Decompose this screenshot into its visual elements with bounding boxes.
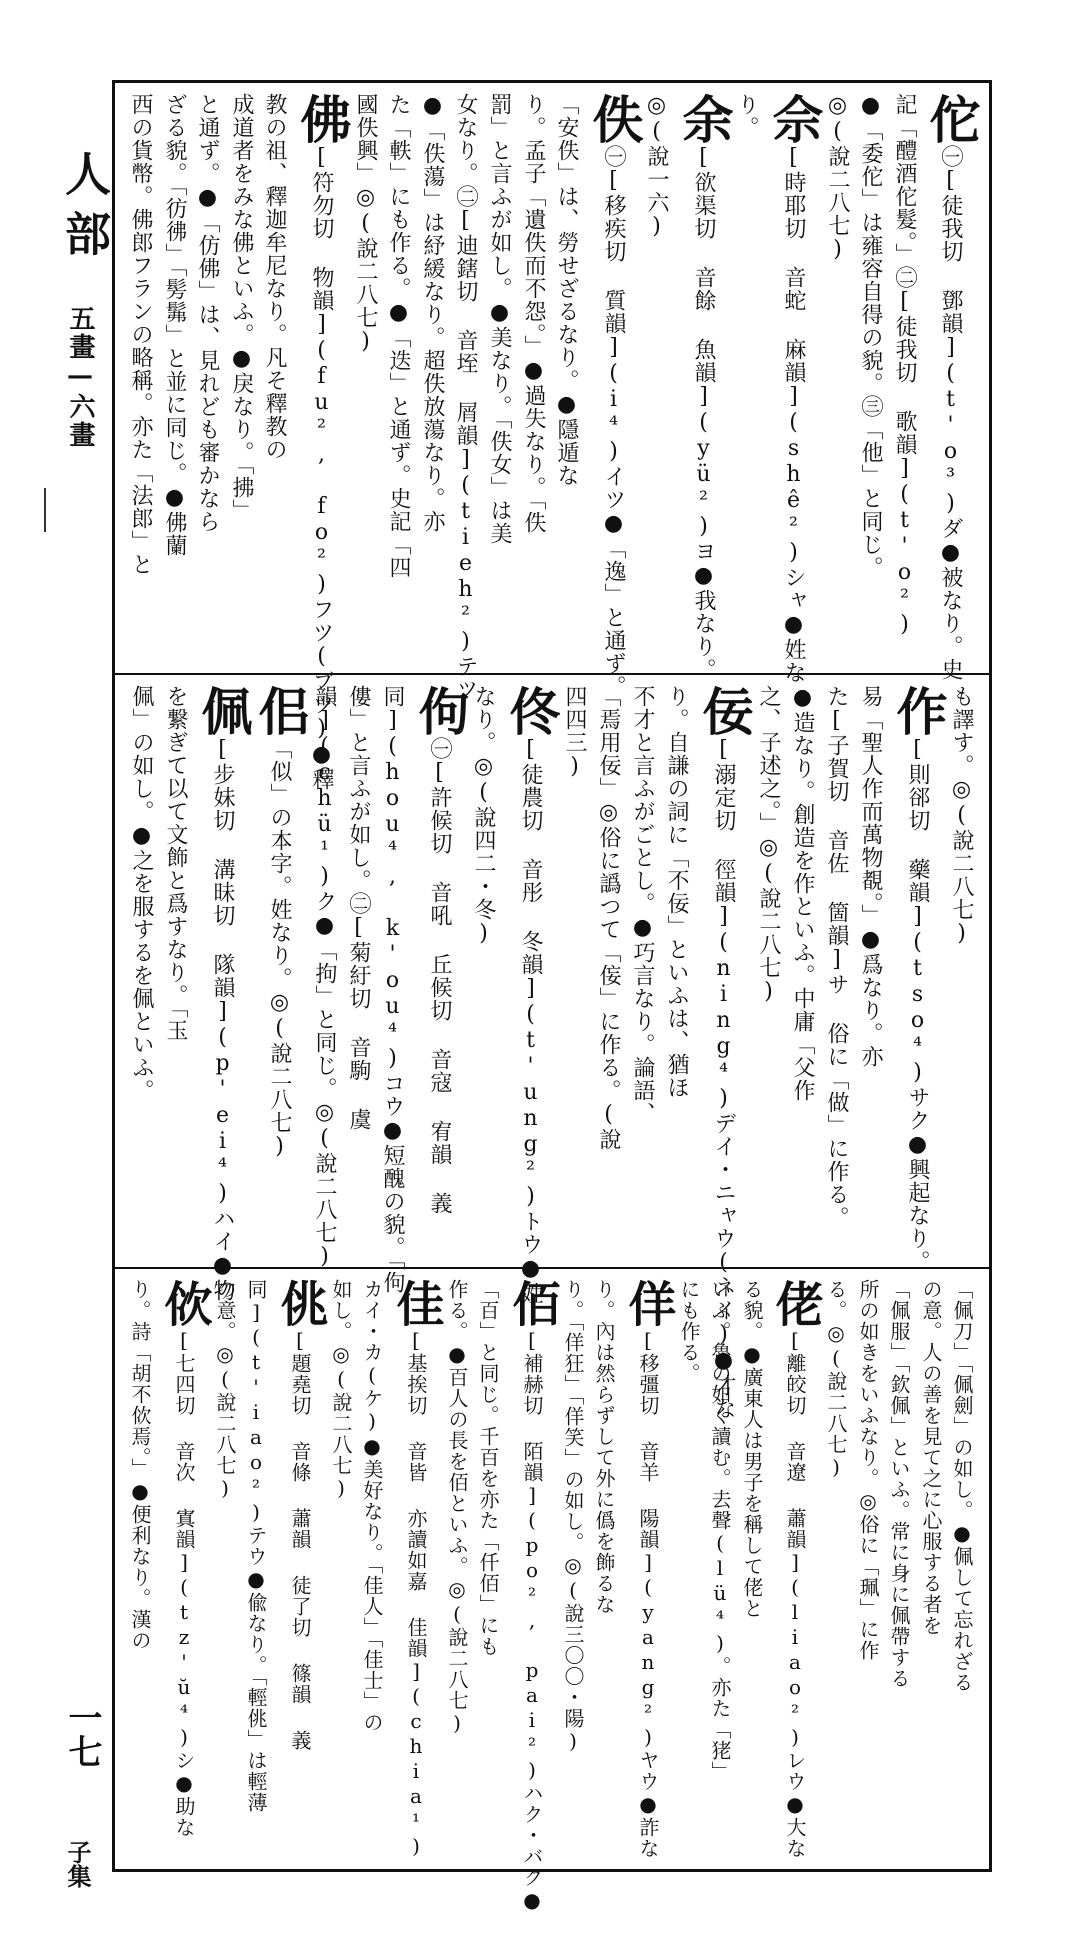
entry-column: 作る。●百人の長を佰といふ。◎(說二八七) [445, 1279, 469, 1736]
entry-column: 不才と言ふがごとし。●巧言なり。論語、 [630, 685, 655, 1125]
headword: 佛 [291, 93, 351, 145]
entry-text: [七四切 音次 寘韻](tz'ŭ⁴)シ●助な [172, 1328, 196, 1838]
headword: 作 [887, 685, 947, 737]
entry-column: ざる貌。「彷彿」「髣髴」と並に同じ。●佛蘭 [162, 93, 187, 557]
entry-column: 「安佚」は、勞せざるなり。●隱遁な [554, 93, 579, 487]
entry-column: 韻](chü¹)ク●「拘」と同じ。◎(說二八七) [312, 685, 337, 1270]
entry-column [193, 685, 250, 1302]
entry-column: 「焉用佞」◎俗に譌つて「侫」に作る。(說 [596, 685, 621, 1151]
volume-label: 子集 [63, 1840, 92, 1888]
headword: 佗 [920, 93, 980, 145]
entry-column: いふ。魯の如く讀む。去聲(lü⁴)。亦た「狫」 [708, 1279, 732, 1782]
headword: 佝 [409, 685, 469, 737]
entry-column: 同](t'iao²)テウ●偸なり。「輕佻」は輕薄 [244, 1279, 268, 1813]
entry-column: 「佩服」「欽佩」といふ。常に身に佩帶する [887, 1279, 911, 1689]
dictionary-page-frame [112, 80, 992, 1913]
entry-text: [溺定切 徑韻](ning⁴)デイ・ニャウ(ネイ)●才な [711, 737, 736, 1420]
entry-text: [徒農切 音彤 冬韻](t'ung²)トウ●姓 [518, 737, 543, 1305]
entry-text: [步妹切 溝昧切 隊韻](p'ei⁴)ハイ●物 [210, 737, 235, 1302]
entry-column [621, 1279, 674, 1859]
entry-text: [題堯切 音條 蕭韻 徒了切 篠韻 義 [288, 1328, 312, 1751]
entry-text: [補赫切 陌韻](po², pai²)ハク・バク● [520, 1328, 544, 1913]
page-number: 一七 [62, 1700, 102, 1768]
entry-column [389, 1279, 442, 1859]
entry-column: なり。◎(說四二・冬) [471, 685, 496, 947]
entry-column: 易「聖人作而萬物覩。」●爲なり。亦 [858, 685, 883, 1068]
entry-column: の意。◎(說二八七) [213, 1279, 237, 1501]
entry-column: ◎(說二八七) [825, 93, 850, 263]
headword: 佯 [620, 1279, 676, 1328]
entry-column [675, 93, 731, 681]
entry-column: も譯す。◎(說二八七) [949, 685, 974, 947]
entry-column: カイ・カ(ケ)●美好なり。「佳人」「佳士」の [360, 1279, 384, 1733]
entry-column: た[子賀切 音佐 箇韻]サ 俗に「做」に作る。 [824, 685, 849, 1229]
entry-column [501, 685, 558, 1305]
headword: 佀 [249, 685, 309, 737]
entry-column: 如し。◎(說二八七) [329, 1279, 353, 1501]
headword: 佰 [504, 1279, 560, 1328]
entry-column [157, 1279, 210, 1838]
entry-text: 「似」の本字。姓なり。◎(說二八七) [267, 737, 292, 1160]
entry-column: る。◎(說二八七) [824, 1279, 848, 1480]
entry-column: ◎(說一六) [644, 93, 669, 240]
headword: 佟 [500, 685, 560, 737]
stroke-count-range: 五畫—六畫 [65, 305, 95, 449]
margin-rule [44, 488, 46, 532]
entry-text: ㊀[徒我切 鄧韻]󠄀(t'o³)ダ●被なり。史 [938, 145, 963, 681]
headword: 佩 [192, 685, 252, 737]
headword: 佚 [583, 93, 643, 145]
entry-column: 西の貨幣。佛郎フランの略稱。亦た「法郎」と [128, 93, 153, 576]
entry-column [505, 1279, 558, 1913]
entry-text: [則郤切 藥韻](tso⁴)サク●興起なり。 [905, 737, 930, 1273]
entry-column: 罰」と言ふが如し。●美なり。「佚女」は美 [487, 93, 512, 545]
entry-text: [離皎切 音遼 蕭韻](liao²)レウ●大な [783, 1328, 807, 1859]
entry-column: り。內は然らずして外に僞を飾るな [592, 1279, 616, 1615]
entry-column [888, 685, 945, 1273]
entry-column: り。孟子「遺佚而不怨。」●過失なり。「佚 [521, 93, 546, 534]
headword: 佘 [763, 93, 823, 145]
entry-column: ●「佚蕩」は紓緩なり。超佚放蕩なり。亦 [420, 93, 445, 533]
entry-column: ●造なり。創造を作といふ。中庸「父作 [790, 685, 815, 1102]
entry-column: 「佩刀」「佩劍」の如し。●佩して忘れざる [950, 1279, 974, 1693]
headword: 佳 [388, 1279, 444, 1328]
entry-column [250, 685, 307, 1160]
entry-text: [移彊切 音羊 陽韻](yang²)ヤウ●詐な [636, 1328, 660, 1859]
entry-column: の意。人の善を見て之に心服する者を [919, 1279, 943, 1636]
entry-column: 教の祖、釋迦牟尼なり。凡そ釋教の [262, 93, 287, 461]
entry-column: 成道者をみな佛といふ。●戾なり。「拂」 [229, 93, 254, 522]
entry-column: 僂」と言ふが如し。㊁[菊紆切 音駒 虞 [346, 685, 371, 1131]
entry-column: と通ず。●「仿佛」は、見れども審かなら [195, 93, 220, 533]
section-title: 人部 [58, 150, 112, 270]
entry-column: 之、子述之。」◎(說二八七) [756, 685, 781, 1005]
entry-column [410, 685, 467, 1215]
headword: 余 [673, 93, 733, 145]
entry-column: り。自謙の詞に「不佞」といふは、猶ほ [664, 685, 689, 1099]
entry-column: 國佚興」◎(說二八七) [353, 93, 378, 355]
entry-column: る貌。●廣東人は男子を稱して佬と [740, 1279, 764, 1619]
margin-header [0, 0, 110, 1948]
entry-column: り。 [734, 93, 759, 139]
entry-column: 「百」と同じ。千百を亦た「仟佰」にも [476, 1279, 500, 1657]
entry-column: 四四三) [562, 685, 587, 780]
headword: 佻 [272, 1279, 328, 1328]
entry-column: 同](hou⁴, k'ou⁴)コウ●短醜の貌。「佝 [380, 685, 405, 1294]
entry-column: ●「委佗」は雍容自得の貌。㊂「他」と同じ。 [858, 93, 883, 579]
entry-text: [時耶切 音蛇 麻韻](shê²)シャ●姓な [781, 145, 806, 684]
entry-column [768, 1279, 821, 1859]
entry-column: 記「醴酒佗髮。」㊁[徒我切 歌韻](t'o²) [892, 93, 917, 638]
entry-column: 佩」の如し。●之を服するを佩といふ。 [129, 685, 154, 1102]
entry-text: ㊀[許候切 音吼 丘候切 音寇 宥韻 義 [427, 737, 452, 1215]
entry-text: [基挨切 音皆 亦讀如嘉 佳韻](chia¹) [404, 1328, 428, 1859]
entry-column: 女なり。㊁[迪鎋切 音垤 屑韻](tieh²)テツ [453, 93, 478, 701]
entry-column: を繋ぎて以て文飾と爲すなり。「玉 [163, 685, 188, 1042]
entry-column: り。詩「胡不佽焉。」●便利なり。漢の [128, 1279, 152, 1651]
headword: 佞 [693, 685, 753, 737]
entry-column: 所の如きをいふなり。◎俗に「珮」に作 [856, 1279, 880, 1661]
entry-text: ㊀[移疾切 質韻](i⁴)イツ●「逸」と通ず。 [601, 145, 626, 698]
entry-column [273, 1279, 326, 1751]
entry-column [922, 93, 978, 681]
entry-text: [欲渠切 音餘 魚韻](yü²)ヨ●我なり。 [691, 145, 716, 681]
entry-column: た「軼」にも作る。●「迭」と通ず。史記「四 [386, 93, 411, 579]
entry-column: り。「佯狂」「佯笑」の如し。◎(說三〇〇・陽) [561, 1279, 585, 1754]
entry-text: [符勿切 物韻](fu², fo²)フツ(ブツ)●釋 [309, 145, 334, 791]
entry-column: にも作る。 [677, 1279, 701, 1384]
entry-column [765, 93, 821, 684]
entry-column [585, 93, 641, 698]
headword: 佽 [156, 1279, 212, 1328]
headword: 佬 [767, 1279, 823, 1328]
lower-band [115, 1269, 989, 1913]
